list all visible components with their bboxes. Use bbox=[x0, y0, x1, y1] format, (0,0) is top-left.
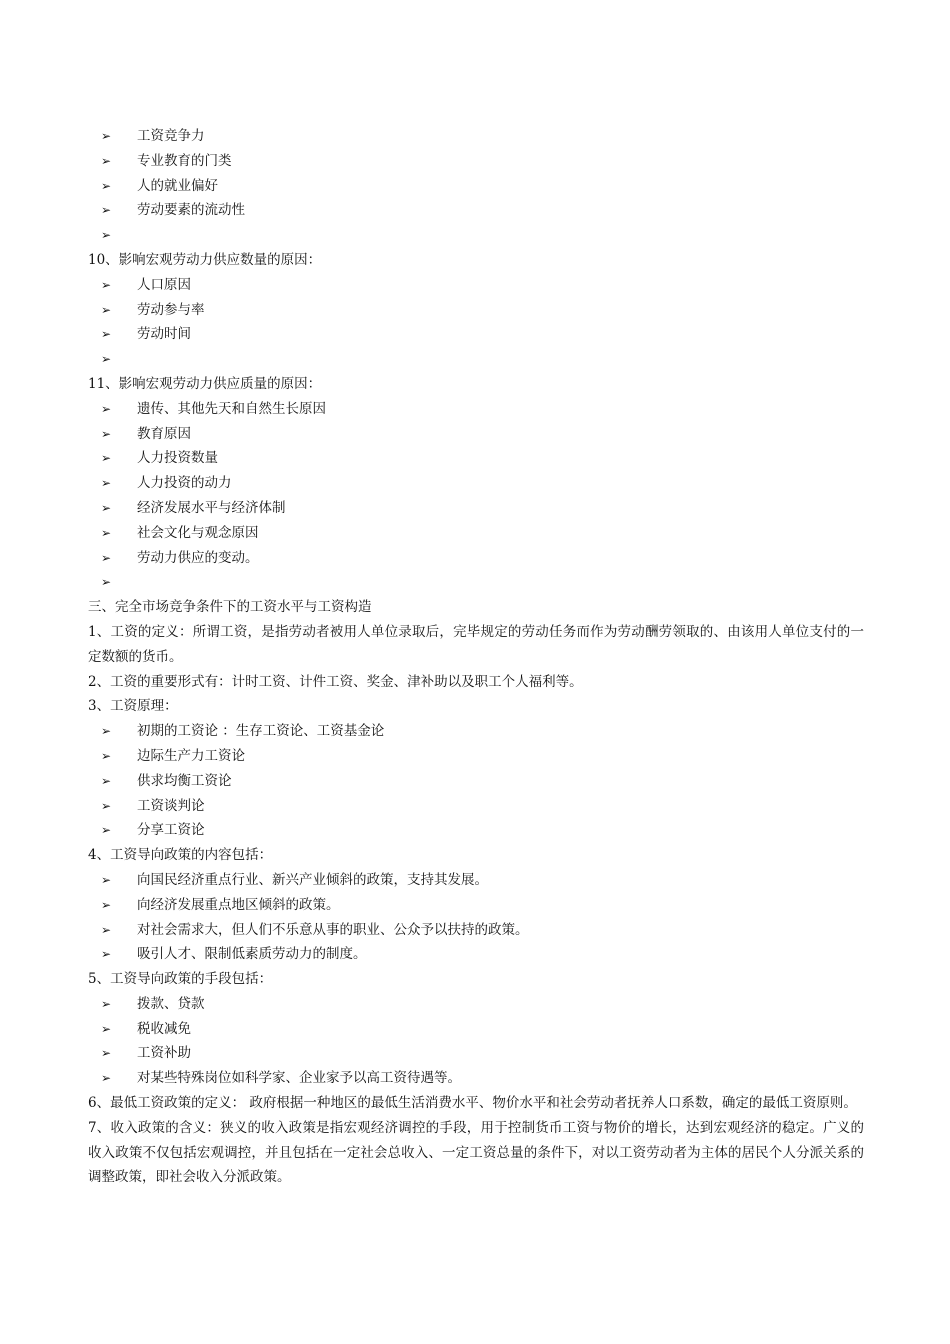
arrow-bullet-icon: ➢ bbox=[101, 550, 112, 565]
arrow-bullet-icon: ➢ bbox=[101, 823, 112, 838]
list-item-text: 劳动参与率 bbox=[137, 301, 205, 318]
list-item-text: 教育原因 bbox=[137, 425, 191, 442]
list-item bbox=[88, 149, 864, 174]
list-item-text: 对某些特殊岗位如科学家、企业家予以高工资待遇等。 bbox=[137, 1070, 461, 1087]
list-item-text: 向经济发展重点地区倾斜的政策。 bbox=[137, 896, 340, 913]
arrow-bullet-icon: ➢ bbox=[101, 575, 112, 590]
list-item bbox=[88, 744, 864, 769]
arrow-bullet-icon: ➢ bbox=[101, 178, 112, 193]
list-item bbox=[88, 124, 864, 149]
arrow-bullet-icon: ➢ bbox=[101, 352, 112, 367]
arrow-bullet-icon: ➢ bbox=[101, 897, 112, 912]
arrow-bullet-icon: ➢ bbox=[101, 996, 112, 1011]
list-item bbox=[88, 1041, 864, 1066]
arrow-bullet-icon: ➢ bbox=[101, 129, 112, 143]
list-item-text: 拨款、贷款 bbox=[137, 995, 205, 1012]
section-heading: 10、影响宏观劳动力供应数量的原因： bbox=[88, 251, 322, 268]
paragraph: 7、收入政策的含义：狭义的收入政策是指宏观经济调控的手段，用于控制货币工资与物价的增长，达到宏观经济的稳定。广义的收入政策不仅包括宏观调控，并且包括在一定社会总收入、一定工资总量的条件下，对以工资劳动者为主体的居民个人分派关系的调整政策，即社会收入分派政策。 bbox=[88, 1119, 864, 1186]
section-heading: 11、影响宏观劳动力供应质量的原因： bbox=[88, 375, 322, 392]
list-item-text: 人口原因 bbox=[137, 276, 191, 293]
list-item bbox=[88, 1017, 864, 1042]
list-item-text: 社会文化与观念原因 bbox=[137, 524, 259, 541]
list-item bbox=[88, 893, 864, 918]
list-item bbox=[88, 992, 864, 1017]
list-item bbox=[88, 397, 864, 422]
list-item bbox=[88, 818, 864, 843]
list-item-text: 边际生产力工资论 bbox=[137, 747, 245, 764]
arrow-bullet-icon: ➢ bbox=[101, 947, 112, 962]
arrow-bullet-icon: ➢ bbox=[101, 476, 112, 491]
arrow-bullet-icon: ➢ bbox=[101, 500, 112, 515]
arrow-bullet-icon: ➢ bbox=[101, 872, 112, 887]
list-item bbox=[88, 273, 864, 298]
list-item-text: 税收减免 bbox=[137, 1020, 191, 1037]
list-item-text: 工资谈判论 bbox=[137, 797, 205, 814]
arrow-bullet-icon: ➢ bbox=[101, 922, 112, 937]
list-item-text: 人力投资的动力 bbox=[137, 475, 232, 492]
list-item-text: 劳动力供应的变动。 bbox=[137, 549, 259, 566]
arrow-bullet-icon: ➢ bbox=[101, 525, 112, 540]
list-item-text: 吸引人才、限制低素质劳动力的制度。 bbox=[137, 946, 367, 963]
list-item bbox=[88, 521, 864, 546]
list-item-text: 对社会需求大，但人们不乐意从事的职业、公众予以扶持的政策。 bbox=[137, 921, 529, 938]
list-item-text: 人的就业偏好 bbox=[137, 177, 218, 194]
list-item-text: 劳动要素的流动性 bbox=[137, 202, 245, 219]
list-item-text: 供求均衡工资论 bbox=[137, 772, 232, 789]
section-heading: 4、工资导向政策的内容包括： bbox=[88, 847, 273, 864]
arrow-bullet-icon: ➢ bbox=[101, 748, 112, 763]
list-item bbox=[88, 868, 864, 893]
arrow-bullet-icon: ➢ bbox=[101, 327, 112, 342]
section-heading: 2、工资的重要形式有：计时工资、计件工资、奖金、津补助以及职工个人福利等。 bbox=[88, 673, 583, 690]
list-item-text: 劳动时间 bbox=[137, 326, 191, 343]
arrow-bullet-icon: ➢ bbox=[101, 1071, 112, 1086]
list-item bbox=[88, 422, 864, 447]
list-item bbox=[88, 918, 864, 943]
arrow-bullet-icon: ➢ bbox=[101, 773, 112, 788]
list-item bbox=[88, 942, 864, 967]
list-item bbox=[88, 794, 864, 819]
arrow-bullet-icon: ➢ bbox=[101, 1021, 112, 1036]
section-heading: 三、完全市场竞争条件下的工资水平与工资构造 bbox=[88, 599, 372, 616]
list-item-text: 遗传、其他先天和自然生长原因 bbox=[137, 400, 326, 417]
list-item bbox=[88, 446, 864, 471]
arrow-bullet-icon: ➢ bbox=[101, 798, 112, 813]
list-item bbox=[88, 223, 864, 248]
section-heading: 5、工资导向政策的手段包括： bbox=[88, 971, 273, 988]
section-heading: 3、工资原理： bbox=[88, 698, 178, 715]
list-item-text: 工资补助 bbox=[137, 1045, 191, 1062]
list-item bbox=[88, 546, 864, 571]
list-item-text: 专业教育的门类 bbox=[137, 152, 232, 169]
list-item bbox=[88, 298, 864, 323]
paragraph: 1、工资的定义：所谓工资，是指劳动者被用人单位录取后，完毕规定的劳动任务而作为劳动酬劳领取的、由该用人单位支付的一定数额的货币。 bbox=[88, 623, 864, 665]
list-item bbox=[88, 719, 864, 744]
arrow-bullet-icon: ➢ bbox=[101, 153, 112, 168]
paragraph: 6、最低工资政策的定义： 政府根据一种地区的最低生活消费水平、物价水平和社会劳动者抚养人口系数，确定的最低工资原则。 bbox=[88, 1095, 857, 1112]
arrow-bullet-icon: ➢ bbox=[101, 451, 112, 466]
list-item bbox=[88, 496, 864, 521]
list-item-text: 分享工资论 bbox=[137, 822, 205, 839]
arrow-bullet-icon: ➢ bbox=[101, 1046, 112, 1061]
list-item bbox=[88, 1066, 864, 1091]
list-item-text: 向国民经济重点行业、新兴产业倾斜的政策，支持其发展。 bbox=[137, 871, 488, 888]
list-item bbox=[88, 347, 864, 372]
list-item-text: 工资竞争力 bbox=[137, 128, 205, 144]
list-item bbox=[88, 198, 864, 223]
arrow-bullet-icon: ➢ bbox=[101, 724, 112, 739]
arrow-bullet-icon: ➢ bbox=[101, 302, 112, 317]
list-item bbox=[88, 570, 864, 595]
list-item bbox=[88, 769, 864, 794]
list-item bbox=[88, 322, 864, 347]
list-item-text: 经济发展水平与经济体制 bbox=[137, 499, 286, 516]
list-item bbox=[88, 174, 864, 199]
arrow-bullet-icon: ➢ bbox=[101, 228, 112, 243]
arrow-bullet-icon: ➢ bbox=[101, 426, 112, 441]
arrow-bullet-icon: ➢ bbox=[101, 401, 112, 416]
arrow-bullet-icon: ➢ bbox=[101, 277, 112, 292]
document-page bbox=[88, 124, 864, 1190]
list-item bbox=[88, 471, 864, 496]
list-item-text: 初期的工资论 ：生存工资论、工资基金论 bbox=[137, 723, 385, 740]
arrow-bullet-icon: ➢ bbox=[101, 203, 112, 218]
list-item-text: 人力投资数量 bbox=[137, 450, 218, 467]
